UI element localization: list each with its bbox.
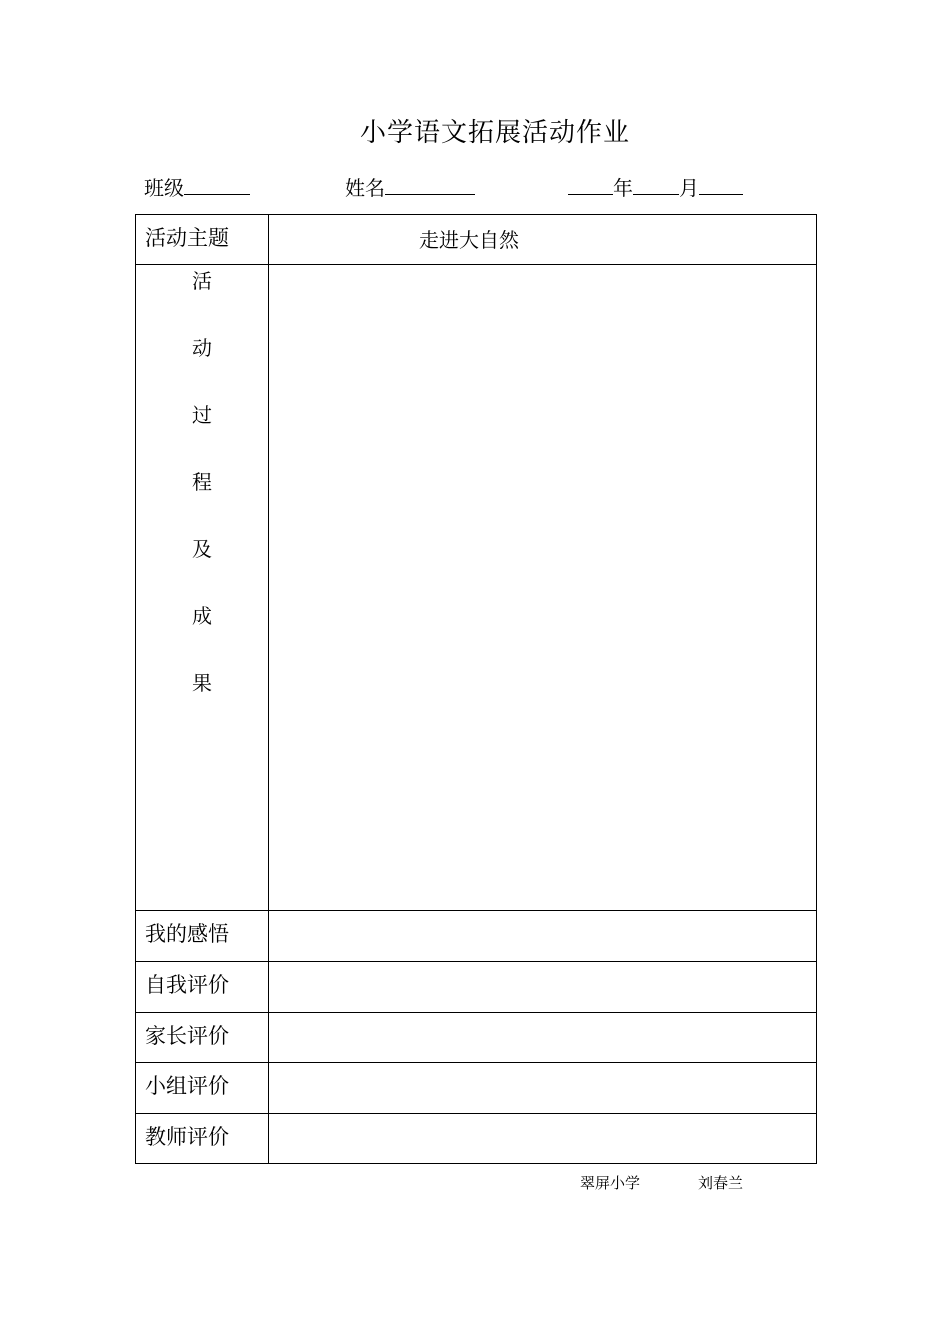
month-label: 月 (679, 176, 699, 200)
group-eval-cell[interactable] (269, 1063, 817, 1114)
group-eval-row (136, 1063, 817, 1114)
topic-row (136, 215, 817, 265)
name-blank[interactable] (385, 174, 475, 195)
footer-school: 翠屏小学 (580, 1174, 641, 1192)
page-title: 小学语文拓展活动作业 (359, 118, 630, 148)
teacher-eval-cell[interactable] (269, 1114, 817, 1164)
self-eval-cell[interactable] (269, 962, 817, 1013)
process-label (136, 265, 269, 911)
feelings-label: 我的感悟 (136, 911, 269, 962)
footer-author: 刘春兰 (698, 1174, 744, 1192)
self-eval-label: 自我评价 (136, 962, 269, 1013)
month-blank[interactable] (633, 174, 679, 195)
date-field (568, 172, 743, 201)
activity-form-table (135, 214, 817, 1164)
topic-label: 活动主题 (136, 215, 269, 265)
group-eval-label: 小组评价 (136, 1063, 269, 1114)
process-char: 成 (192, 604, 212, 628)
name-label: 姓名 (345, 176, 385, 200)
parent-eval-label: 家长评价 (136, 1013, 269, 1063)
day-blank[interactable] (699, 174, 743, 195)
self-eval-row (136, 962, 817, 1013)
topic-value: 走进大自然 (419, 228, 519, 252)
process-cell[interactable] (269, 265, 817, 911)
parent-eval-row (136, 1013, 817, 1063)
year-blank[interactable] (568, 174, 613, 195)
process-char: 活 (192, 269, 212, 293)
name-field (345, 172, 475, 201)
year-label: 年 (613, 176, 633, 200)
class-field (144, 172, 250, 201)
process-row (136, 265, 817, 911)
class-blank[interactable] (184, 174, 250, 195)
parent-eval-cell[interactable] (269, 1013, 817, 1063)
process-char: 过 (192, 403, 212, 427)
feelings-cell[interactable] (269, 911, 817, 962)
teacher-eval-label: 教师评价 (136, 1114, 269, 1164)
class-label: 班级 (144, 176, 184, 200)
topic-cell[interactable] (269, 215, 817, 265)
process-char: 程 (192, 470, 212, 494)
teacher-eval-row (136, 1114, 817, 1164)
process-char: 动 (192, 336, 212, 360)
process-char: 及 (192, 537, 212, 561)
process-char: 果 (192, 671, 212, 695)
feelings-row (136, 911, 817, 962)
